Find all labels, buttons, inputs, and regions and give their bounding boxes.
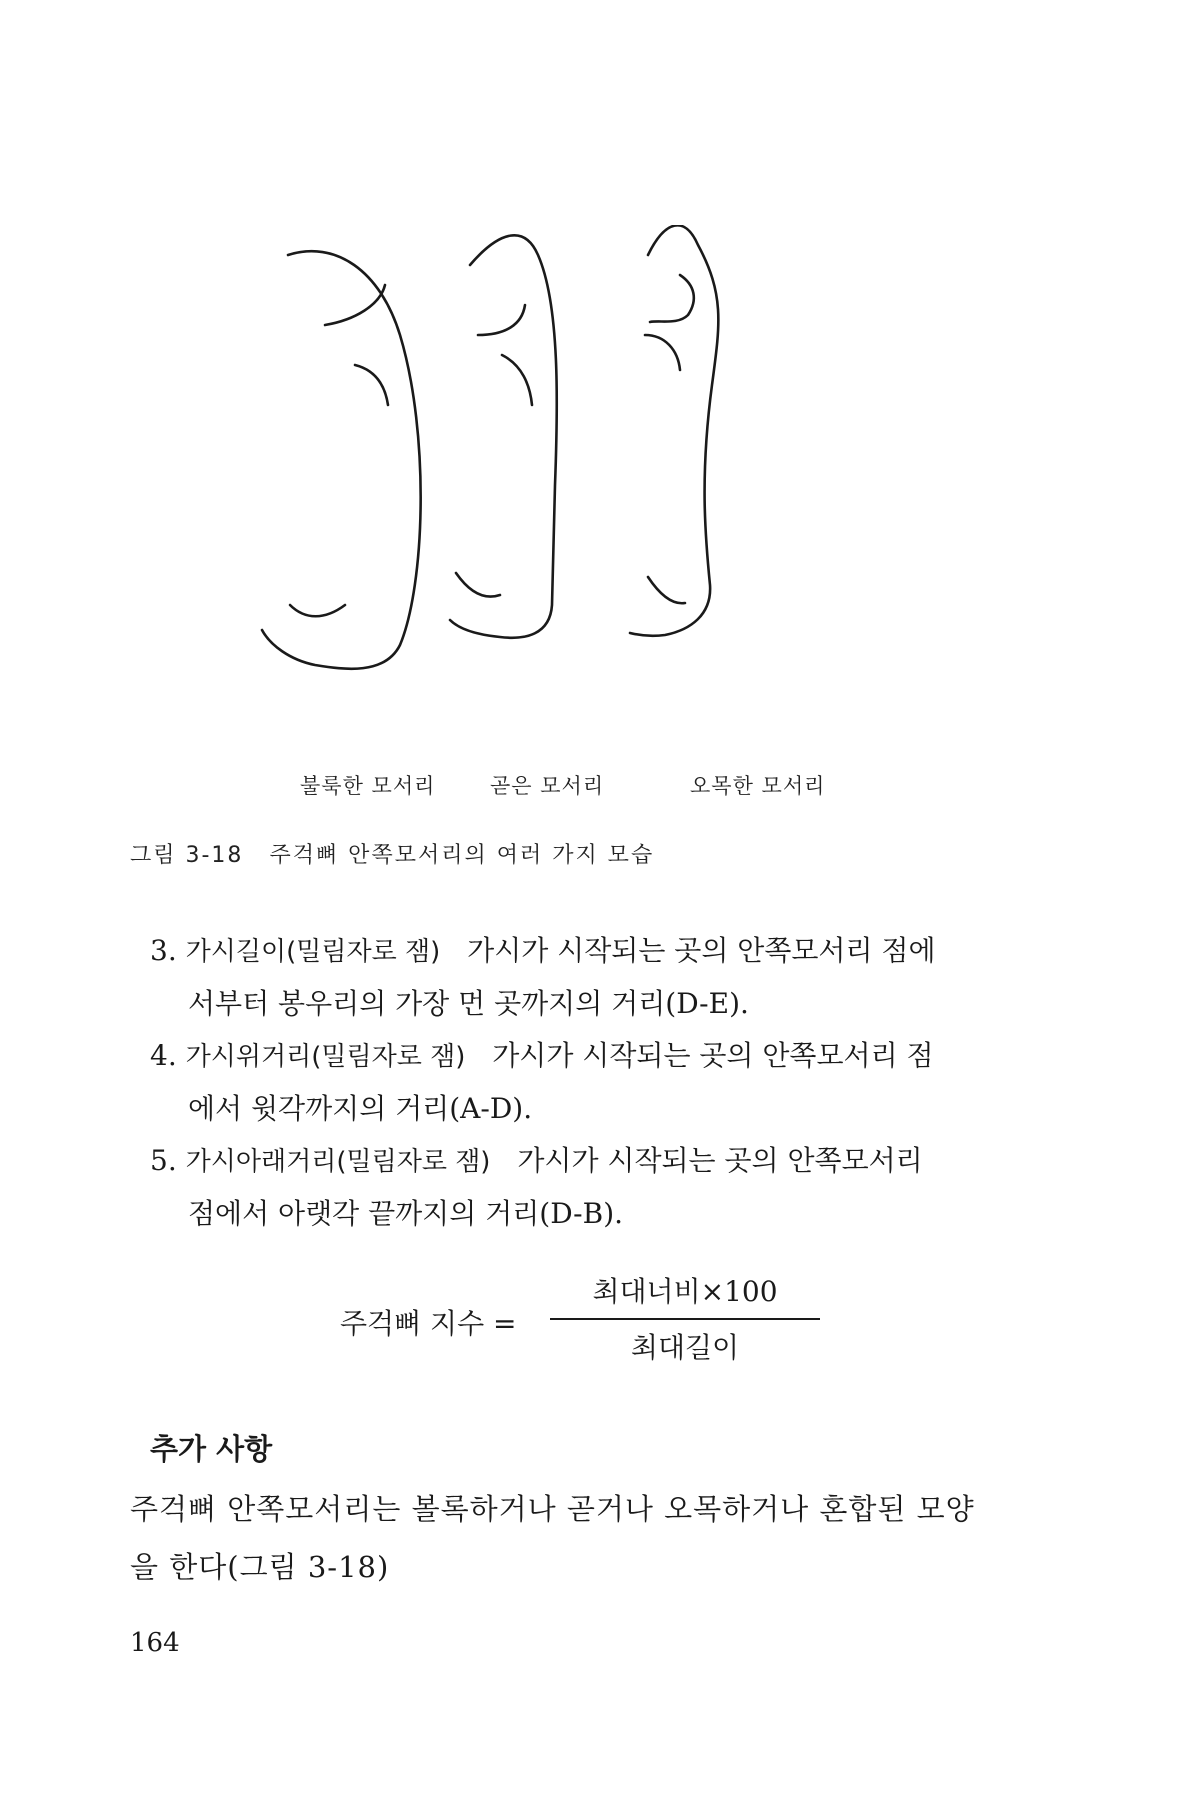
convex-border-spine-lower [355,365,388,405]
concave-border-angle [648,577,685,603]
figure-label-straight: 곧은 모서리 [490,774,605,798]
item-number: 3. [150,934,177,967]
formula-fraction [550,1270,820,1370]
measurement-item [150,1030,1030,1135]
item-number: 4. [150,1039,177,1072]
scapula-outlines-drawing [260,225,880,795]
section-title: 추가 사항 [150,1432,273,1466]
paragraph-line: 을 한다(그림 3-18) [130,1550,390,1584]
concave-border-spine [650,275,694,322]
item-description-line1: 가시가 시작되는 곳의 안쪽모서리 [517,1144,923,1177]
page-number: 164 [130,1628,180,1658]
figure-caption [130,838,654,869]
fraction-bar [550,1318,820,1320]
straight-border-outline [450,235,557,637]
figure-caption-number: 그림 3-18 [130,843,244,868]
item-description-line1: 가시가 시작되는 곳의 안쪽모서리 점 [492,1039,934,1072]
straight-border-angle [456,573,500,597]
straight-border-spine [478,305,525,335]
measurement-item [150,925,1030,1030]
figure-label-convex: 불룩한 모서리 [300,774,436,798]
concave-border-outline [630,225,718,636]
scapula-border-figure [260,225,880,795]
item-term: 가시위거리(밀림자로 잼) [185,1042,466,1072]
figure-caption-text: 주걱뼈 안쪽모서리의 여러 가지 모습 [269,843,655,868]
item-number: 5. [150,1144,177,1177]
formula-denominator: 최대길이 [630,1331,740,1364]
convex-border-angle [290,605,345,616]
measurement-item [150,1135,1030,1240]
concave-border-spine-lower [645,335,680,370]
figure-label-concave: 오목한 모서리 [690,774,826,798]
additional-paragraph [130,1480,1030,1596]
item-term: 가시길이(밀림자로 잼) [185,937,441,967]
straight-border-spine-lower [502,355,532,405]
convex-border-spine [325,285,385,325]
scapula-index-formula [340,1270,820,1380]
formula-lhs: 주걱뼈 지수 = [340,1307,517,1340]
item-description-line2: 에서 윗각까지의 거리(A-D). [188,1092,533,1125]
measurement-list [150,925,1030,1240]
item-description-line2: 점에서 아랫각 끝까지의 거리(D-B). [188,1197,624,1230]
item-description-line2: 서부터 봉우리의 가장 먼 곳까지의 거리(D-E). [188,987,749,1020]
paragraph-line: 주걱뼈 안쪽모서리는 볼록하거나 곧거나 오목하거나 혼합된 모양 [130,1492,975,1526]
formula-numerator: 최대너비×100 [592,1275,778,1308]
item-term: 가시아래거리(밀림자로 잼) [185,1147,491,1177]
item-description-line1: 가시가 시작되는 곳의 안쪽모서리 점에 [467,934,936,967]
